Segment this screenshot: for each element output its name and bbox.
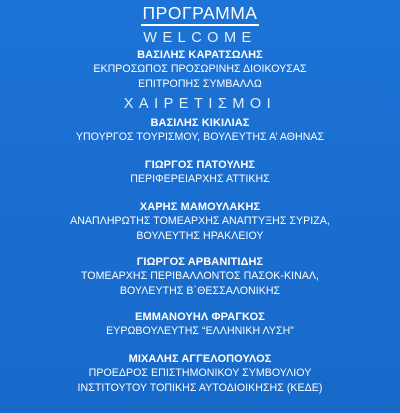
greetings-speaker-5 [0, 310, 400, 339]
welcome-speaker-1 [0, 48, 400, 92]
speaker-name: ΕΜΜΑΝΟΥΗΛ ΦΡΑΓΚΟΣ [135, 311, 265, 323]
welcome-heading: WELCOME [143, 30, 257, 46]
speaker-name: ΜΙΧΑΛΗΣ ΑΓΓΕΛΟΠΟΥΛΟΣ [128, 353, 272, 365]
greetings-speaker-6 [0, 352, 400, 396]
speaker-role-line: ΥΠΟΥΡΓΟΣ ΤΟΥΡΙΣΜΟΥ, ΒΟΥΛΕΥΤΗΣ Α’ ΑΘΗΝΑΣ [75, 131, 325, 143]
speaker-role-line: ΙΝΣΤΙΤΟΥΤΟΥ ΤΟΠΙΚΗΣ ΑΥΤΟΔΙΟΙΚΗΣΗΣ (ΚΕΔΕ) [77, 382, 323, 394]
speaker-role-line: ΕΥΡΩΒΟΥΛΕΥΤΗΣ “ΕΛΛΗΝΙΚΗ ΛΥΣΗ” [106, 325, 294, 337]
speaker-name: ΓΙΩΡΓΟΣ ΑΡΒΑΝΙΤΙΔΗΣ [136, 256, 264, 268]
title-container [0, 3, 400, 26]
speaker-role-line: ΤΟΜΕΑΡΧΗΣ ΠΕΡΙΒΑΛΛΟΝΤΟΣ ΠΑΣΟΚ-ΚΙΝΑΛ, [80, 270, 320, 282]
speaker-name: ΒΑΣΙΛΗΣ ΚΙΚΙΛΙΑΣ [150, 117, 250, 129]
speaker-role-line: ΒΟΥΛΕΥΤΗΣ Β΄ΘΕΣΣΑΛΟΝΙΚΗΣ [119, 285, 281, 297]
speaker-role-line: ΠΡΟΕΔΡΟΣ ΕΠΙΣΤΗΜΟΝΙΚΟΥ ΣΥΜΒΟΥΛΙΟΥ [88, 367, 312, 379]
speaker-role-line: ΑΝΑΠΛΗΡΩΤΗΣ ΤΟΜΕΑΡΧΗΣ ΑΝΑΠΤΥΞΗΣ ΣΥΡΙΖΑ, [70, 215, 330, 227]
greetings-speaker-4 [0, 255, 400, 299]
speaker-name: ΒΑΣΙΛΗΣ ΚΑΡΑΤΣΩΛΗΣ [137, 49, 263, 61]
speaker-role-line: ΒΟΥΛΕΥΤΗΣ ΗΡΑΚΛΕΙΟΥ [136, 230, 264, 242]
greetings-speaker-1 [0, 116, 400, 145]
greetings-speaker-3 [0, 200, 400, 244]
greetings-heading: ΧΑΙΡΕΤΙΣΜΟΙ [123, 96, 277, 112]
speaker-role-line: ΕΠΙΤΡΟΠΗΣ ΣΥΜΒΑΛΛΩ [138, 78, 262, 90]
speaker-role-line: ΠΕΡΙΦΕΡΕΙΑΡΧΗΣ ΑΤΤΙΚΗΣ [130, 173, 270, 185]
page-title: ΠΡΟΓΡΑΜΜΑ [141, 3, 260, 26]
speaker-role-line: ΕΚΠΡΟΣΩΠΟΣ ΠΡΟΣΩΡΙΝΗΣ ΔΙΟΙΚΟΥΣΑΣ [93, 63, 307, 75]
greetings-speaker-2 [0, 158, 400, 187]
speaker-name: ΧΑΡΗΣ ΜΑΜΟΥΛΑΚΗΣ [139, 201, 261, 213]
speaker-name: ΓΙΩΡΓΟΣ ΠΑΤΟΥΛΗΣ [144, 159, 256, 171]
